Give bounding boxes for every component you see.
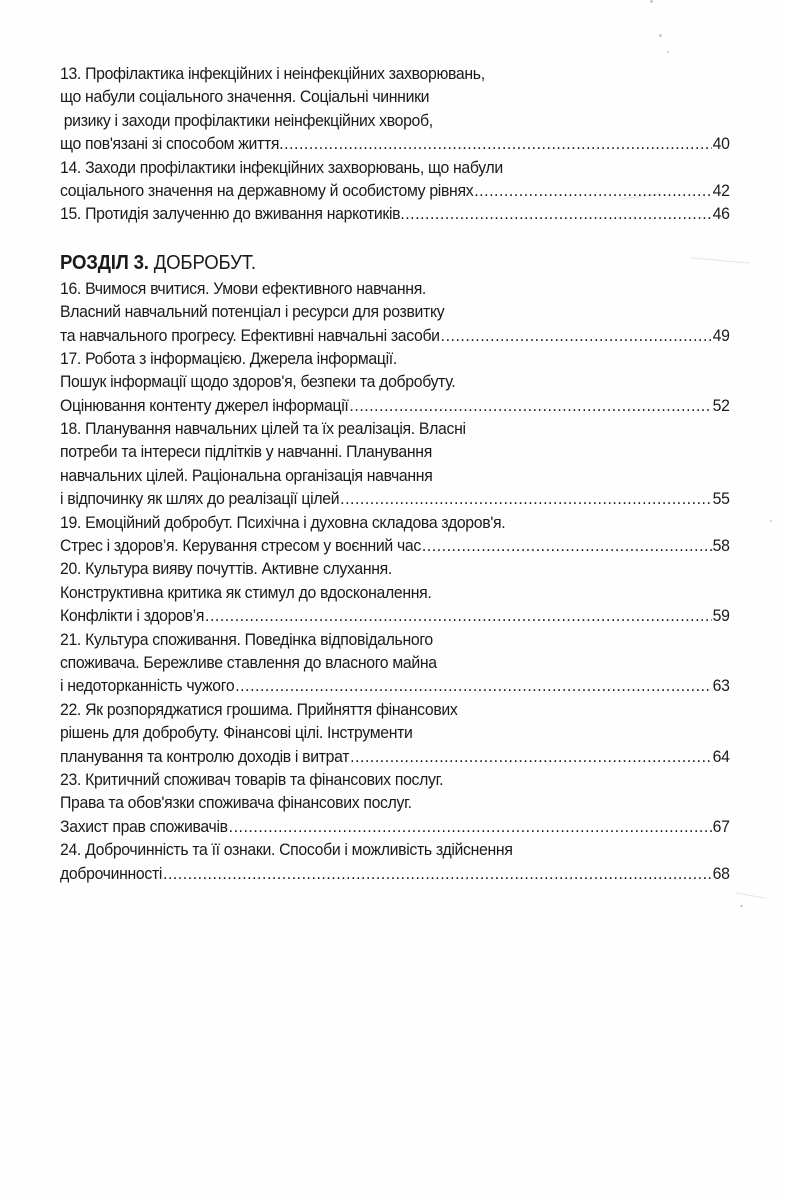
toc-entry-24-last-line[interactable] xyxy=(60,862,730,885)
toc-entry-22-last-line[interactable] xyxy=(60,745,730,768)
toc-text: потреби та інтереси підлітків у навчанні. Планування xyxy=(60,442,432,462)
toc-text: Власний навчальний потенціал і ресурси для розвитку xyxy=(60,302,445,322)
toc-text: і відпочинку як шлях до реалізації цілей xyxy=(60,489,340,509)
toc-line xyxy=(60,698,730,721)
toc-line xyxy=(60,581,730,604)
dot-leader xyxy=(229,815,712,838)
toc-entry-13-last-line[interactable] xyxy=(60,132,730,155)
toc-text: 16. Вчимося вчитися. Умови ефективного навчання. xyxy=(60,278,427,298)
dot-leader xyxy=(284,132,712,155)
toc-line xyxy=(60,85,730,108)
section-title: ДОБРОБУТ. xyxy=(153,251,256,274)
toc-entry-17-last-line[interactable] xyxy=(60,394,730,417)
toc-line xyxy=(60,300,730,323)
toc-text: 21. Культура споживання. Поведінка відповідального xyxy=(60,629,433,649)
page-number: 67 xyxy=(712,816,730,836)
toc-text: та навчального прогресу. Ефективні навчальні засоби xyxy=(60,325,440,345)
page-number: 58 xyxy=(712,536,730,556)
toc-text: що пов'язані зі способом життя. xyxy=(60,134,284,154)
toc-line xyxy=(60,628,730,651)
toc-text: Конфлікти і здоров’я xyxy=(60,606,205,626)
toc-line xyxy=(60,62,730,85)
toc-line xyxy=(60,768,730,791)
toc-line xyxy=(60,109,733,132)
page-number: 59 xyxy=(712,606,730,626)
toc-entry-14-last-line[interactable] xyxy=(60,179,730,202)
toc-entry-19-last-line[interactable] xyxy=(60,534,730,557)
toc-line xyxy=(60,370,730,393)
toc-text: 19. Емоційний добробут. Психічна і духовна складова здоров'я. xyxy=(60,512,506,532)
toc-text: 20. Культура вияву почуттів. Активне слухання. xyxy=(60,559,392,579)
dot-leader xyxy=(205,604,712,627)
dot-leader xyxy=(422,534,712,557)
page-number: 63 xyxy=(712,676,730,696)
spacer xyxy=(60,226,730,250)
toc-line xyxy=(60,511,730,534)
toc-text: Стрес і здоров’я. Керування стресом у воєнний час xyxy=(60,536,421,556)
dot-leader xyxy=(350,745,712,768)
toc-text: планування та контролю доходів і витрат xyxy=(60,746,350,766)
dot-leader xyxy=(340,487,712,510)
toc-text: Конструктивна критика як стимул до вдосконалення. xyxy=(60,582,432,602)
dot-leader xyxy=(441,324,712,347)
paper-scratch xyxy=(735,892,765,898)
toc-text: що набули соціального значення. Соціальні чинники xyxy=(60,87,430,107)
toc-text: ризику і заходи профілактики неінфекційних хвороб, xyxy=(63,110,433,130)
toc-text: 13. Профілактика інфекційних і неінфекційних захворювань, xyxy=(60,64,485,83)
section-heading xyxy=(60,250,683,277)
toc-line xyxy=(60,464,730,487)
page-number: 49 xyxy=(712,325,730,345)
toc-text: навчальних цілей. Раціональна організація навчання xyxy=(60,465,433,485)
page-number: 52 xyxy=(712,395,730,415)
toc-text: Пошук інформації щодо здоров'я, безпеки та добробуту. xyxy=(60,372,456,392)
dot-leader xyxy=(163,862,712,885)
page-number: 64 xyxy=(712,746,730,766)
toc-entry-20-last-line[interactable] xyxy=(60,604,730,627)
toc-text: 22. Як розпоряджатися грошима. Прийняття фінансових xyxy=(60,699,458,719)
dot-leader xyxy=(474,179,712,202)
toc-text: і недоторканність чужого xyxy=(60,676,235,696)
toc-text: 14. Заходи профілактики інфекційних захворювань, що набули xyxy=(60,157,503,177)
toc-line xyxy=(60,417,730,440)
toc-text: 23. Критичний споживач товарів та фінансових послуг. xyxy=(60,769,444,789)
toc-entry-16-last-line[interactable] xyxy=(60,324,730,347)
dot-leader xyxy=(405,202,711,225)
toc-entry-18-last-line[interactable] xyxy=(60,487,730,510)
page-number: 68 xyxy=(712,863,730,883)
toc-line xyxy=(60,557,730,580)
toc-line xyxy=(60,721,730,744)
table-of-contents xyxy=(60,62,730,885)
toc-text: рішень для добробуту. Фінансові цілі. Інструменти xyxy=(60,723,413,743)
toc-text: Права та обов'язки споживача фінансових послуг. xyxy=(60,793,412,813)
toc-text: Захист прав споживачів xyxy=(60,816,228,836)
toc-entry-23-last-line[interactable] xyxy=(60,815,730,838)
toc-text: доброчинності xyxy=(60,863,163,883)
toc-text: 18. Планування навчальних цілей та їх реалізація. Власні xyxy=(60,419,466,439)
page-number: 46 xyxy=(712,204,730,224)
page-number: 55 xyxy=(712,489,730,509)
toc-line xyxy=(60,156,730,179)
page-number: 42 xyxy=(712,180,730,200)
toc-line xyxy=(60,277,730,300)
toc-text: 24. Доброчинність та її ознаки. Способи і можливість здійснення xyxy=(60,840,513,860)
section-label: РОЗДІЛ 3. xyxy=(60,251,149,274)
dot-leader xyxy=(235,674,711,697)
toc-line xyxy=(60,440,730,463)
page-number: 40 xyxy=(712,134,730,154)
toc-entry-21-last-line[interactable] xyxy=(60,674,730,697)
toc-text: соціального значення на державному й особистому рівнях xyxy=(60,180,474,200)
toc-text: Оцінювання контенту джерел інформації xyxy=(60,395,349,415)
toc-line xyxy=(60,838,730,861)
dot-leader xyxy=(349,394,711,417)
toc-line xyxy=(60,651,730,674)
toc-line xyxy=(60,791,730,814)
toc-line xyxy=(60,347,730,370)
toc-text: 17. Робота з інформацією. Джерела інформації. xyxy=(60,348,397,368)
toc-text: 15. Протидія залученню до вживання наркотиків. xyxy=(60,204,405,224)
toc-entry-15[interactable] xyxy=(60,202,730,225)
toc-text: споживача. Бережливе ставлення до власного майна xyxy=(60,652,437,672)
